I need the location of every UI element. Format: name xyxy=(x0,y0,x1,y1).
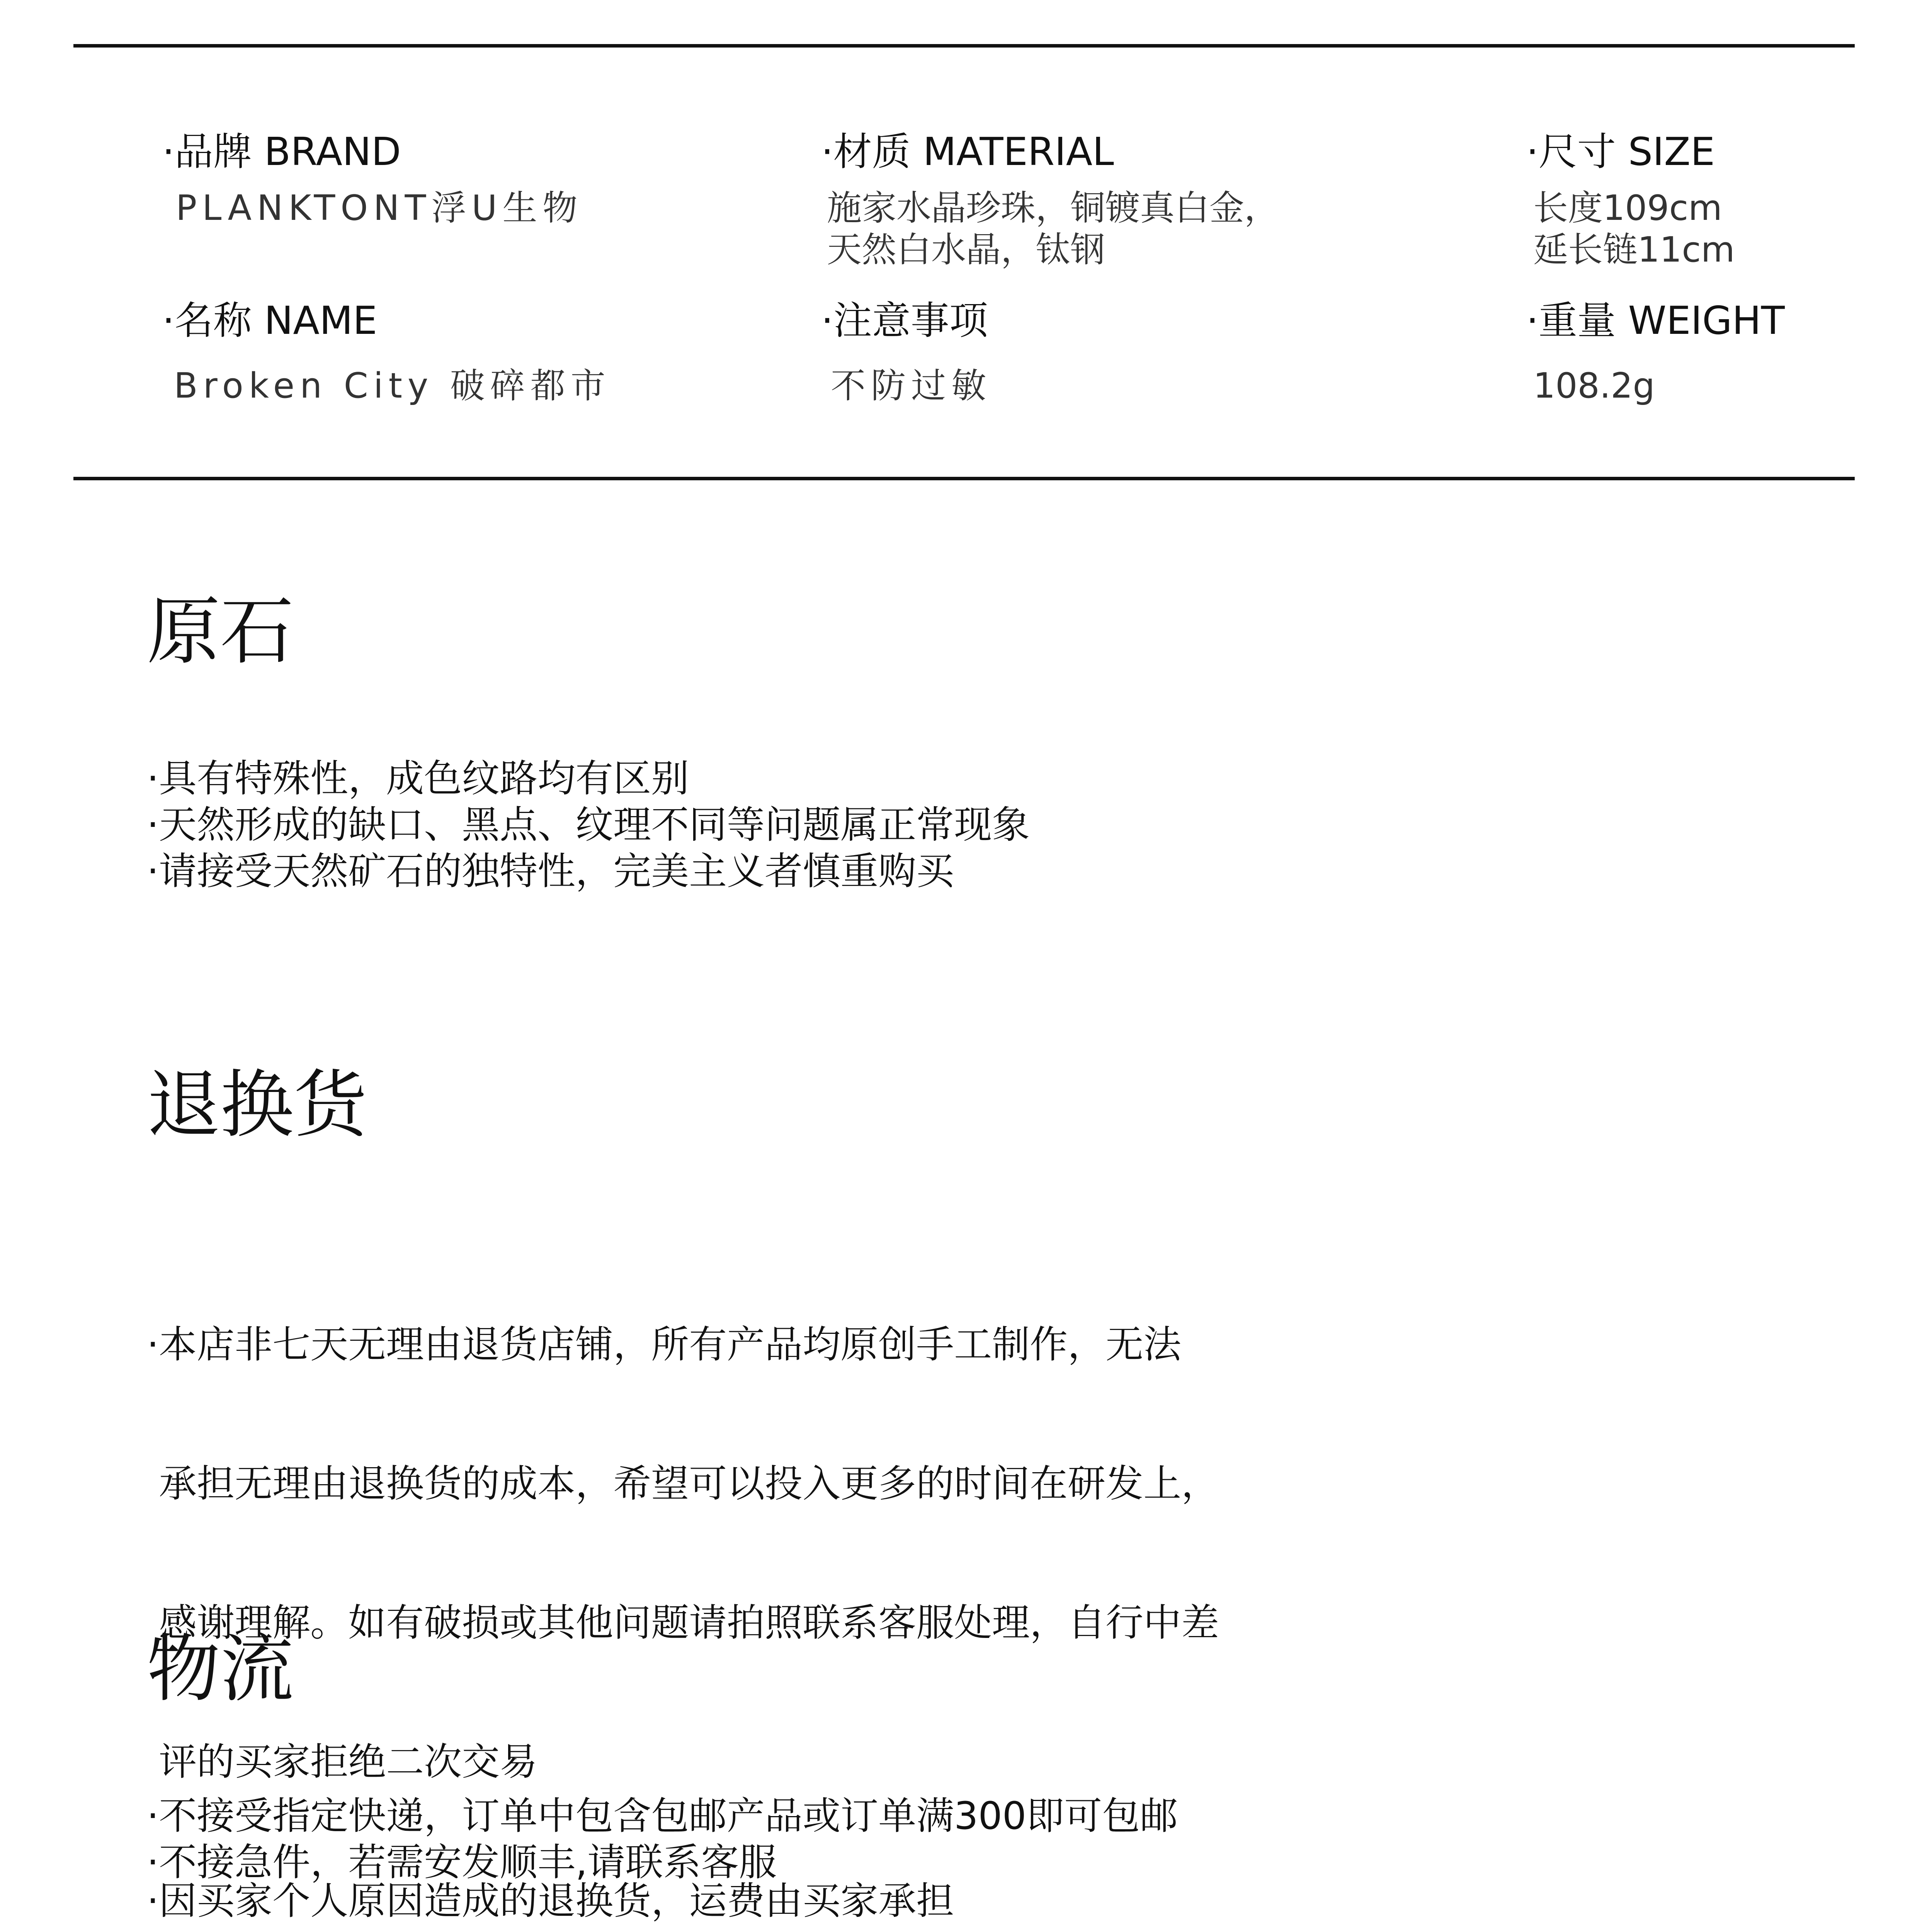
returns-note: ·本店非七天无理由退货店铺，所有产品均原创手工制作，无法 xyxy=(147,1323,1182,1367)
stone-title: 原石 xyxy=(147,589,294,674)
name-label: ·名称 NAME xyxy=(162,298,378,343)
returns-note: 感谢理解。如有破损或其他问题请拍照联系客服处理，自行中差 xyxy=(147,1601,1219,1645)
returns-note: ·因买家个人原因造成的退换货，运费由买家承担 xyxy=(147,1879,954,1923)
shipping-note: ·不接急件，若需安发顺丰,请联系客服 xyxy=(147,1840,777,1884)
material-value xyxy=(827,187,1279,271)
size-label: ·尺寸 SIZE xyxy=(1526,129,1715,174)
weight-label: ·重量 WEIGHT xyxy=(1526,298,1785,343)
size-extension: 延长链11cm xyxy=(1533,230,1735,270)
size-value xyxy=(1533,187,1735,271)
specs-bottom-divider xyxy=(73,477,1855,480)
shipping-note: ·不接受指定快递，订单中包含包邮产品或订单满300即可包邮 xyxy=(147,1794,1178,1838)
shipping-title: 物流 xyxy=(147,1626,294,1712)
stone-note: ·具有特殊性，成色纹路均有区别 xyxy=(147,757,689,801)
stone-notes xyxy=(147,755,1030,895)
top-divider xyxy=(73,44,1855,48)
size-length: 长度109cm xyxy=(1533,188,1722,228)
material-label: ·材质 MATERIAL xyxy=(821,129,1114,174)
weight-value: 108.2g xyxy=(1533,366,1655,406)
returns-title: 退换货 xyxy=(147,1062,367,1148)
stone-note: ·天然形成的缺口、黑点、纹理不同等问题属正常现象 xyxy=(147,803,1030,847)
material-line-1: 施家水晶珍珠，铜镀真白金， xyxy=(827,188,1279,228)
notice-value: 不防过敏 xyxy=(831,366,992,406)
returns-note: 评的买家拒绝二次交易 xyxy=(147,1740,538,1784)
shipping-notes xyxy=(147,1793,1178,1886)
name-value: Broken City 破碎都市 xyxy=(174,366,611,406)
notice-label: ·注意事项 xyxy=(821,298,988,343)
stone-note: ·请接受天然矿石的独特性，完美主义者慎重购买 xyxy=(147,849,954,893)
material-line-2: 天然白水晶，钛钢 xyxy=(827,230,1105,270)
brand-label: ·品牌 BRAND xyxy=(162,129,401,174)
brand-value: PLANKTONT浮U生物 xyxy=(176,188,583,228)
returns-note: 承担无理由退换货的成本，希望可以投入更多的时间在研发上， xyxy=(147,1462,1219,1506)
